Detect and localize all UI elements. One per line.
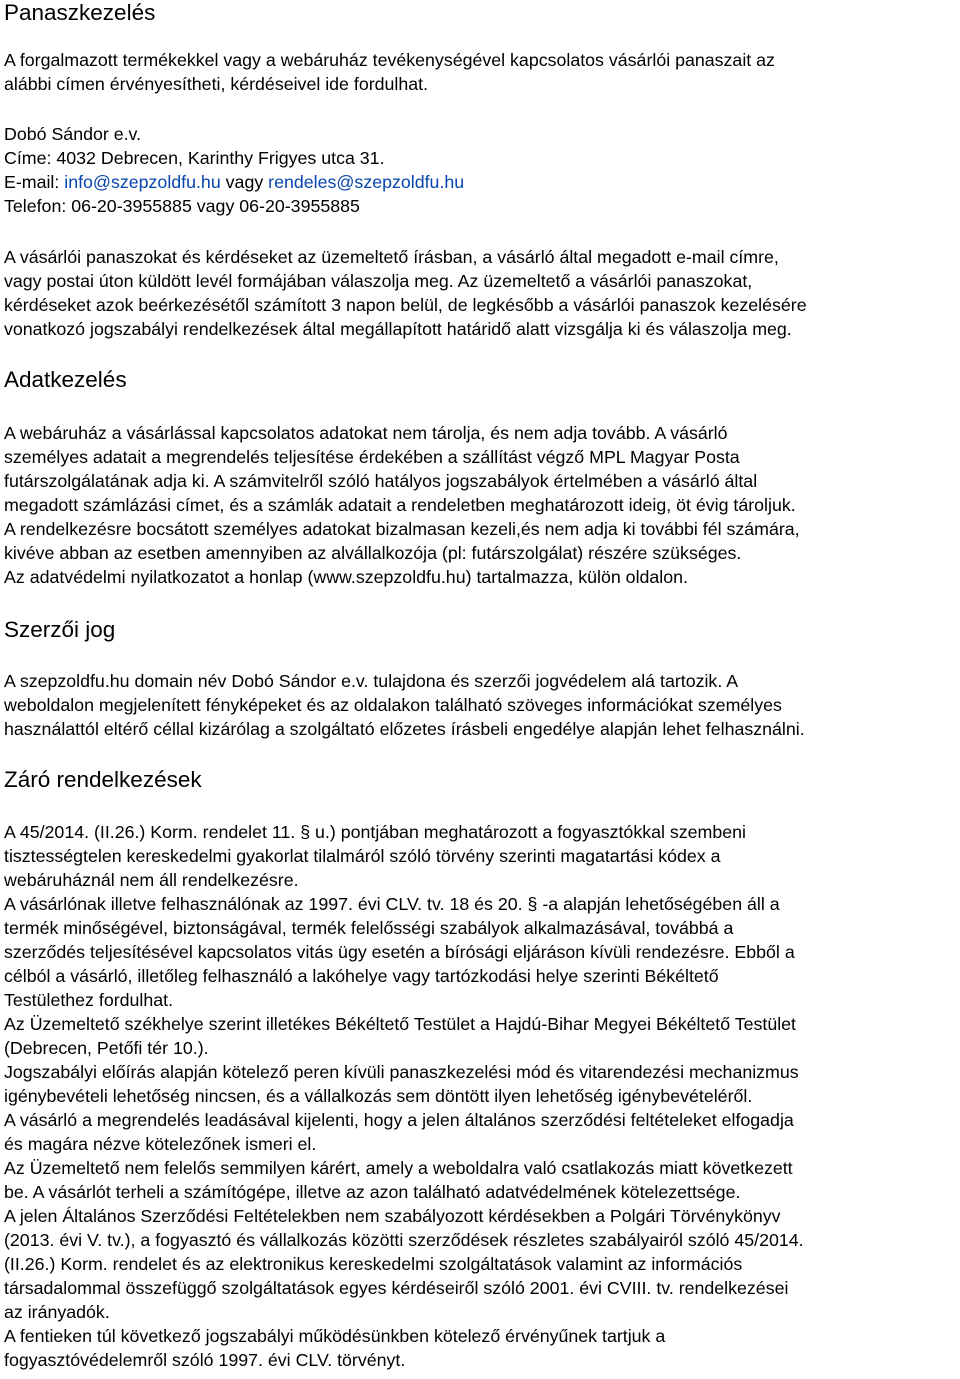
text-line: A vásárlónak illetve felhasználónak az 1997. évi CLV. tv. 18 és 20. § -a alapján lehetőségében áll a [4,894,780,914]
section-title-adatkezeles: Adatkezelés [4,367,127,392]
text-line: A szepzoldfu.hu domain név Dobó Sándor e.v. tulajdona és szerzői jogvédelem alá tartozik. A [4,671,739,691]
text-line: termék minőségével, biztonságával, termék felelősségi szabályok alkalmazásával, továbbá a [4,918,734,938]
text-line: weboldalon megjelenített fényképeket és az oldalakon található szöveges információkat személyes [4,695,782,715]
text-line: használattól eltérő céllal kizárólag a szolgáltató előzetes írásbeli engedélye alapján lehet felhasználni. [4,719,805,739]
text-line: vagy postai úton küldött levél formájában válaszolja meg. Az üzemeltető a vásárlói panaszokat, [4,271,753,291]
panasz-intro-paragraph [4,48,775,96]
email-separator: vagy [220,172,269,192]
text-line: személyes adatait a megrendelés teljesítése érdekében a szállítást végző MPL Magyar Posta [4,447,740,467]
text-line: A 45/2014. (II.26.) Korm. rendelet 11. § u.) pontjában meghatározott a fogyasztókkal szembeni [4,822,746,842]
text-line: és magára nézve kötelezőnek ismeri el. [4,1134,317,1154]
text-line: vonatkozó jogszabályi rendelkezések által megállapított határidő alatt vizsgálja ki és válaszolja meg. [4,319,792,339]
text-line: be. A vásárlót terheli a számítógépe, illetve az azon található adatvédelmének kötelezettsége. [4,1182,741,1202]
adatkezeles-paragraph [4,421,800,589]
text-line: tisztességtelen kereskedelmi gyakorlat tilalmáról szóló törvény szerinti magatartási kódex a [4,846,721,866]
text-line: Az Üzemeltető székhelye szerint illetékes Békéltető Testület a Hajdú-Bihar Megyei Békéltető Testület [4,1014,796,1034]
text-line: az irányadók. [4,1302,110,1322]
text-line: igénybevételi lehetőség nincsen, és a vállalkozás sem döntött ilyen lehetőség igénybevételéről. [4,1086,753,1106]
text-line: futárszolgálatának adja ki. A számvitelről szóló hatályos jogszabályok értelmében a vásárló által [4,471,758,491]
zaro-rendelkezesek-paragraph [4,820,804,1372]
text-line: megadott számlázási címet, és a számlák adatait a rendeletben meghatározott ideig, öt évig tároljuk. [4,495,796,515]
text-line: (Debrecen, Petőfi tér 10.). [4,1038,209,1058]
text-line: kérdéseket azok beérkezésétől számított 3 napon belül, de legkésőbb a vásárlói panaszok kezelésére [4,295,807,315]
text-line: Jogszabályi előírás alapján kötelező peren kívüli panaszkezelési mód és vitarendezési mechanizmus [4,1062,799,1082]
text-line: A vásárlói panaszokat és kérdéseket az üzemeltető írásban, a vásárló által megadott e-mail címre, [4,247,779,267]
contact-name: Dobó Sándor e.v. [4,124,142,144]
text-line: Az Üzemeltető nem felelős semmilyen kárért, amely a weboldalra való csatlakozás miatt következett [4,1158,793,1178]
text-line: fogyasztóvédelemről szóló 1997. évi CLV. törvényt. [4,1350,406,1370]
text-line: (II.26.) Korm. rendelet és az elektronikus kereskedelmi szolgáltatások valamint az információs [4,1254,743,1274]
contact-phone: Telefon: 06-20-3955885 vagy 06-20-3955885 [4,196,360,216]
section-title-szerzoi-jog: Szerzői jog [4,617,116,642]
contact-block [4,122,464,218]
email-label: E-mail: [4,172,65,192]
section-title-zaro-rendelkezesek: Záró rendelkezések [4,767,202,792]
text-line: alábbi címen érvényesítheti, kérdéseivel ide fordulhat. [4,74,429,94]
text-line: A fentieken túl következő jogszabályi működésünkben kötelező érvényűnek tartjuk a [4,1326,666,1346]
text-line: Testülethez fordulhat. [4,990,174,1010]
text-line: társadalommal összefüggő szolgáltatások egyes kérdéseiről szóló 2001. évi CVIII. tv. rendelkezései [4,1278,789,1298]
contact-email-line [4,170,464,194]
text-line: célból a vásárló, illetőleg felhasználó a lakóhelye vagy tartózkodási helye szerinti Békéltető [4,966,719,986]
email-link-info[interactable]: info@szepzoldfu.hu [64,172,221,192]
text-line: A webáruház a vásárlással kapcsolatos adatokat nem tárolja, és nem adja tovább. A vásárló [4,423,728,443]
text-line: szerződés teljesítésével kapcsolatos vitás ügy esetén a bírósági eljáráson kívüli rendezésre. Ebből a [4,942,795,962]
text-line: A rendelkezésre bocsátott személyes adatokat bizalmasan kezeli,és nem adja ki további fél számára, [4,519,800,539]
szerzoi-jog-paragraph [4,669,805,741]
email-link-rendeles[interactable]: rendeles@szepzoldfu.hu [268,172,465,192]
text-line: A forgalmazott termékekkel vagy a webáruház tevékenységével kapcsolatos vásárlói panaszait az [4,50,775,70]
contact-address: Címe: 4032 Debrecen, Karinthy Frigyes utca 31. [4,148,385,168]
section-title-panaszkezeles: Panaszkezelés [4,0,156,25]
text-line: (2013. évi V. tv.), a fogyasztó és vállalkozás közötti szerződések részletes szabályairól szóló 45/2014. [4,1230,804,1250]
text-line: A jelen Általános Szerződési Feltételekben nem szabályozott kérdésekben a Polgári Törvénykönyv [4,1206,781,1226]
text-line: A vásárló a megrendelés leadásával kijelenti, hogy a jelen általános szerződési feltételeket elfogadja [4,1110,794,1130]
text-line: Az adatvédelmi nyilatkozatot a honlap (www.szepzoldfu.hu) tartalmazza, külön oldalon. [4,567,688,587]
panasz-reply-paragraph [4,245,807,341]
text-line: webáruháznál nem áll rendelkezésre. [4,870,299,890]
text-line: kivéve abban az esetben amennyiben az alvállalkozója (pl: futárszolgálat) részére szükséges. [4,543,742,563]
